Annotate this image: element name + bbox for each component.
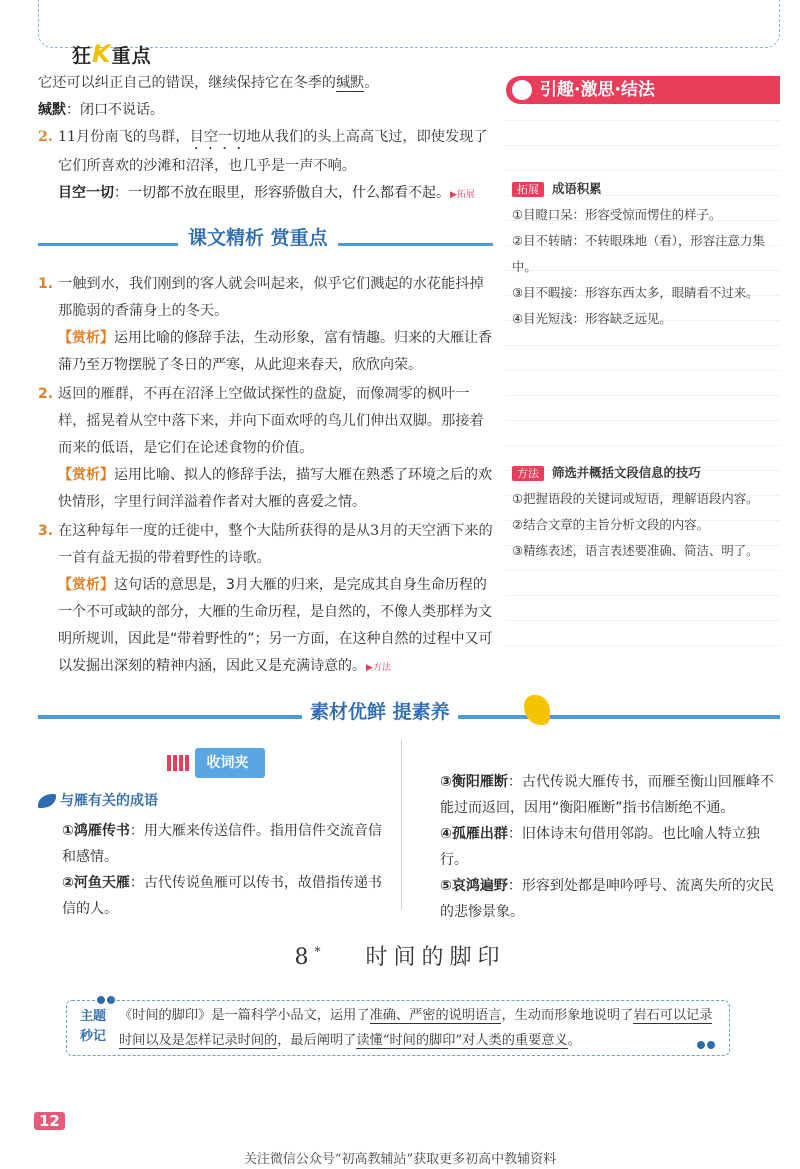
- item-number: 1.: [38, 276, 54, 292]
- lesson-number: 8: [294, 945, 315, 970]
- sidebar-block-idioms: [512, 176, 780, 332]
- dotted-word: 目空一切: [189, 129, 247, 145]
- lesson-name: 时间的脚印: [365, 945, 506, 970]
- theme-summary-box: [66, 1000, 730, 1056]
- section-title-material: [38, 695, 780, 735]
- idiom-entry: ③目不暇接：形容东西太多，眼睛看不过来。: [512, 285, 759, 300]
- underlined-word: 缄默: [335, 75, 365, 91]
- books-icon: [167, 755, 189, 771]
- analysis-text: 运用比喻、拟人的修辞手法，描写大雁在熟悉了环境之后的欢快情形，字里行间洋溢着作者对大雁的喜爱之情。: [58, 467, 492, 510]
- analysis-text: 这句话的意思是，3月大雁的归来，是完成其自身生命历程的一个不可或缺的部分，大雁的生命历程，是自然的，不像人类那样为文明所规训，因此是“带着野性的”；另一方面，在这种自然的过程中又可以发掘出深刻的精神内涵，因此又是充满诗意的。: [58, 577, 493, 674]
- material-right-column: [440, 735, 780, 925]
- brand-pre: 狂: [72, 45, 93, 67]
- lesson-star: *: [314, 944, 327, 959]
- analysis-text: 运用比喻的修辞手法，生动形象，富有情趣。归来的大雁让香蒲乃至万物摆脱了冬日的严寒，从此迎来春天，欣欣向荣。: [58, 330, 492, 373]
- intro-line-1: 它还可以纠正自己的错误，继续保持它在冬季的缄默。: [38, 75, 379, 91]
- method-link[interactable]: ▶方法: [366, 663, 391, 673]
- sidebar-banner-text: 引趣·激思·结法: [540, 80, 655, 100]
- idiom-item: ②河鱼天雁：古代传说鱼雁可以传书，故借指传递书信的人。: [62, 875, 382, 917]
- analysis-tag: 【赏析】: [58, 467, 114, 483]
- sidebar-block-method: [512, 460, 780, 564]
- runner-decoration: [524, 695, 550, 725]
- analysis-tag: 【赏析】: [58, 577, 114, 593]
- dots-decoration: [97, 996, 115, 1004]
- brand-post: 重点: [111, 45, 152, 67]
- method-entry: ①把握语段的关键词或短语，理解语段内容。: [512, 491, 759, 506]
- page-number: 12: [34, 1112, 65, 1130]
- section-title-text: 课文精析 赏重点: [178, 225, 338, 252]
- idiom-item: ⑤哀鸿遍野：形容到处都是呻吟呼号、流离失所的灾民的悲惨景象。: [440, 878, 774, 920]
- quote-text: 在这种每年一度的迁徙中，整个大陆所获得的是从3月的天空洒下来的一首有益无损的带着野性的诗歌。: [58, 523, 493, 566]
- subheading: 与雁有关的成语: [60, 793, 158, 809]
- definition-1: 缄默：闭口不说话。: [38, 102, 164, 118]
- idiom-item: ④孤雁出群：旧体诗末句借用邻韵。也比喻人特立独行。: [440, 826, 760, 868]
- face-icon: [512, 80, 532, 100]
- leaf-icon: [38, 794, 56, 808]
- intro-item-2: 2. 11月份南飞的鸟群，目空一切地从我们的头上高高飞过，即使发现了它们所喜欢的沙滩和沼泽，也几乎是一声不响。: [38, 124, 493, 180]
- method-entry: ③精练表述，语言表述要准确、简洁、明了。: [512, 543, 759, 558]
- sidebar-banner: [506, 76, 780, 104]
- idiom-entry: ④目光短浅：形容缺乏远见。: [512, 311, 672, 326]
- method-tag: 方法: [512, 466, 544, 481]
- definition-2: 目空一切：一切都不放在眼里，形容骄傲自大，什么都看不起。▶拓展: [58, 185, 475, 201]
- brand-logo: [72, 40, 152, 68]
- analysis-tag: 【赏析】: [58, 330, 114, 346]
- material-left-column: [38, 740, 393, 922]
- extend-link[interactable]: ▶拓展: [450, 190, 475, 200]
- section-title-analysis: [38, 221, 493, 261]
- word-folder-ribbon: 收词夹: [195, 748, 265, 778]
- idiom-entry: ②目不转睛：不转眼珠地（看），形容注意力集中。: [512, 233, 765, 274]
- definition-term: 目空一切: [58, 185, 114, 201]
- block-title: 成语积累: [552, 181, 602, 196]
- brand-k: K: [92, 40, 112, 68]
- dots-decoration: [697, 1041, 715, 1049]
- lesson-title: [0, 940, 800, 971]
- extend-tag: 拓展: [512, 182, 544, 197]
- quote-text: 一触到水，我们刚到的客人就会叫起来，似乎它们溅起的水花能抖掉那脆弱的香蒲身上的冬天。: [58, 276, 484, 319]
- method-entry: ②结合文章的主旨分析文段的内容。: [512, 517, 709, 532]
- idiom-entry: ①目瞪口呆：形容受惊而愣住的样子。: [512, 207, 722, 222]
- block-title: 筛选并概括文段信息的技巧: [552, 465, 701, 480]
- sidebar: [506, 76, 780, 670]
- analysis-item-3: [38, 518, 493, 682]
- item-number: 3.: [38, 523, 54, 539]
- idiom-item: ③衡阳雁断：古代传说大雁传书，而雁至衡山回雁峰不能过而返回，因用“衡阳雁断”指书信断绝不通。: [440, 774, 774, 816]
- section-title-text: 素材优鲜 提素养: [302, 697, 458, 724]
- analysis-item-1: [38, 271, 493, 379]
- summary-label: 主题 秒记: [79, 1009, 106, 1044]
- item-number: 2.: [38, 386, 54, 402]
- quote-text: 返回的雁群，不再在沼泽上空做试探性的盘旋，而像凋零的枫叶一样，摇晃着从空中落下来，并向下面欢呼的鸟儿们伸出双脚。那接着而来的低语，是它们在论述食物的价值。: [58, 386, 484, 456]
- idiom-item: ①鸿雁传书：用大雁来传送信件。指用信件交流音信和感情。: [62, 823, 382, 865]
- item-number: 2.: [38, 129, 53, 145]
- summary-text: 《时间的脚印》是一篇科学小品文，运用了准确、严密的说明语言，生动而形象地说明了岩石可以记录时间以及是怎样记录时间的，最后阐明了读懂“时间的脚印”对人类的重要意义。: [119, 1008, 713, 1048]
- definition-term: 缄默: [38, 102, 66, 118]
- analysis-item-2: [38, 381, 493, 516]
- main-column: [38, 70, 493, 682]
- footer-note: 关注微信公众号“初高教辅站”获取更多初高中教辅资料: [243, 1152, 557, 1167]
- column-divider: [401, 740, 402, 910]
